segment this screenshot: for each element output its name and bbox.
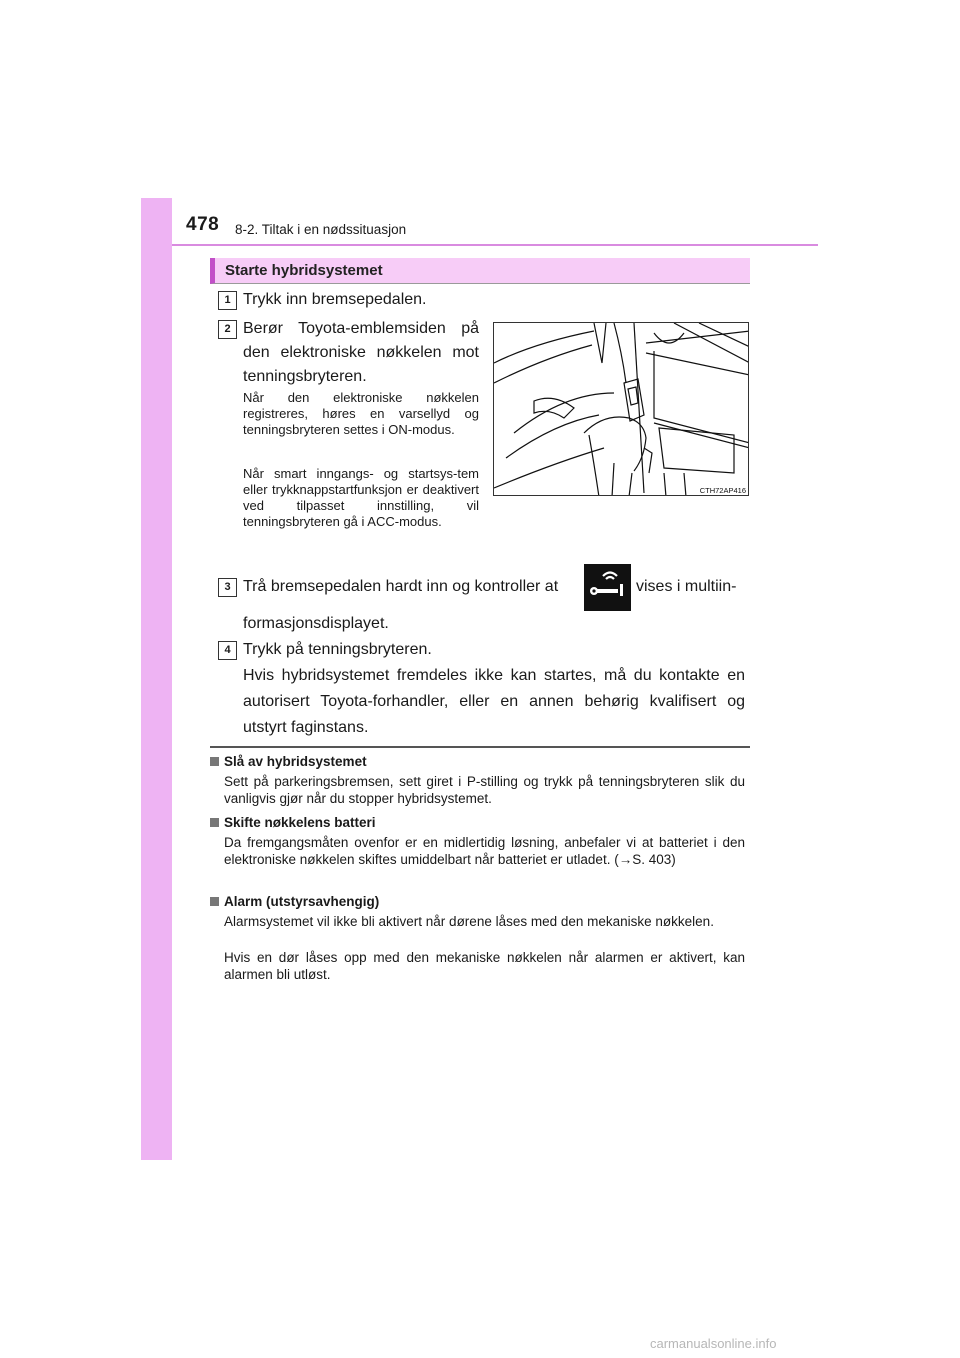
key-wireless-indicator-icon: [584, 564, 631, 611]
section-title: [210, 258, 750, 284]
note-heading-3: [210, 894, 379, 909]
note-bullet-icon: [210, 897, 219, 906]
step-3-text-part-2: vises i multiin-: [636, 578, 737, 595]
note-heading-1: [210, 754, 367, 769]
step-4-text: Trykk på tenningsbryteren.: [243, 641, 432, 658]
note-1-title: Slå av hybridsystemet: [224, 754, 367, 769]
step-number-3: 3: [218, 578, 237, 597]
page-number: 478: [186, 214, 220, 235]
step-2-note-2: Når smart inngangs- og startsys-tem eller trykknappstartfunksjon er deaktivert ved tilpasset innstilling, vil tenningsbryteren gå i ACC-modus.: [243, 466, 479, 529]
hand-holding-key-at-ignition-illustration: [494, 323, 749, 496]
step-2-note-1: Når den elektroniske nøkkelen registreres, høres en varsellyd og tenningsbryteren settes i ON-modus.: [243, 390, 479, 437]
followup-paragraph: Hvis hybridsystemet fremdeles ikke kan startes, må du kontakte en autorisert Toyota-forhandler, eller en annen behørig kvalifisert og utstyrt faginstans.: [243, 667, 745, 736]
step-number-1: 1: [218, 291, 237, 310]
header-divider: [172, 244, 818, 246]
chapter-header: 8-2. Tiltak i en nødssituasjon: [235, 222, 407, 237]
step-2-line-3: tenningsbryteren.: [243, 368, 367, 385]
step-number-2: 2: [218, 320, 237, 339]
note-2-title: Skifte nøkkelens batteri: [224, 815, 376, 830]
note-3-title: Alarm (utstyrsavhengig): [224, 894, 380, 909]
step-2-line-1: Berør Toyota-emblemsiden på: [243, 320, 479, 337]
illustration-panel: [493, 322, 749, 496]
note-heading-2: [210, 815, 376, 830]
notes-divider: [210, 746, 750, 748]
note-bullet-icon: [210, 818, 219, 827]
side-tab-strip: [141, 198, 172, 1160]
step-3-text-part-1: Trå bremsepedalen hardt inn og kontroller at: [243, 578, 559, 595]
step-1-text: Trykk inn bremsepedalen.: [243, 291, 427, 308]
section-title-text: Starte hybridsystemet: [225, 262, 383, 279]
watermark: carmanualsonline.info: [650, 1336, 777, 1351]
illustration-code: CTH72AP416: [699, 486, 746, 495]
note-1-text: Sett på parkeringsbremsen, sett giret i P-stilling og trykk på tenningsbryteren slik du vanligvis gjør når du stopper hybridsystemet.: [224, 774, 745, 806]
note-3-text-2: Hvis en dør låses opp med den mekaniske nøkkelen når alarmen er aktivert, kan alarmen bli utløst.: [224, 950, 745, 982]
key-wireless-icon-graphic: [584, 564, 631, 611]
note-3-text: Alarmsystemet vil ikke bli aktivert når dørene låses med den mekaniske nøkkelen.: [224, 914, 714, 929]
step-2-line-2: den elektroniske nøkkelen mot: [243, 344, 479, 361]
step-number-4: 4: [218, 641, 237, 660]
note-2-text: Da fremgangsmåten ovenfor er en midlertidig løsning, anbefaler vi at batteriet i den elektroniske nøkkelen skiftes umiddelbart når batteriet er utladet. (→S. 403): [224, 835, 745, 867]
note-bullet-icon: [210, 757, 219, 766]
step-3-text-part-3: formasjonsdisplayet.: [243, 615, 389, 632]
